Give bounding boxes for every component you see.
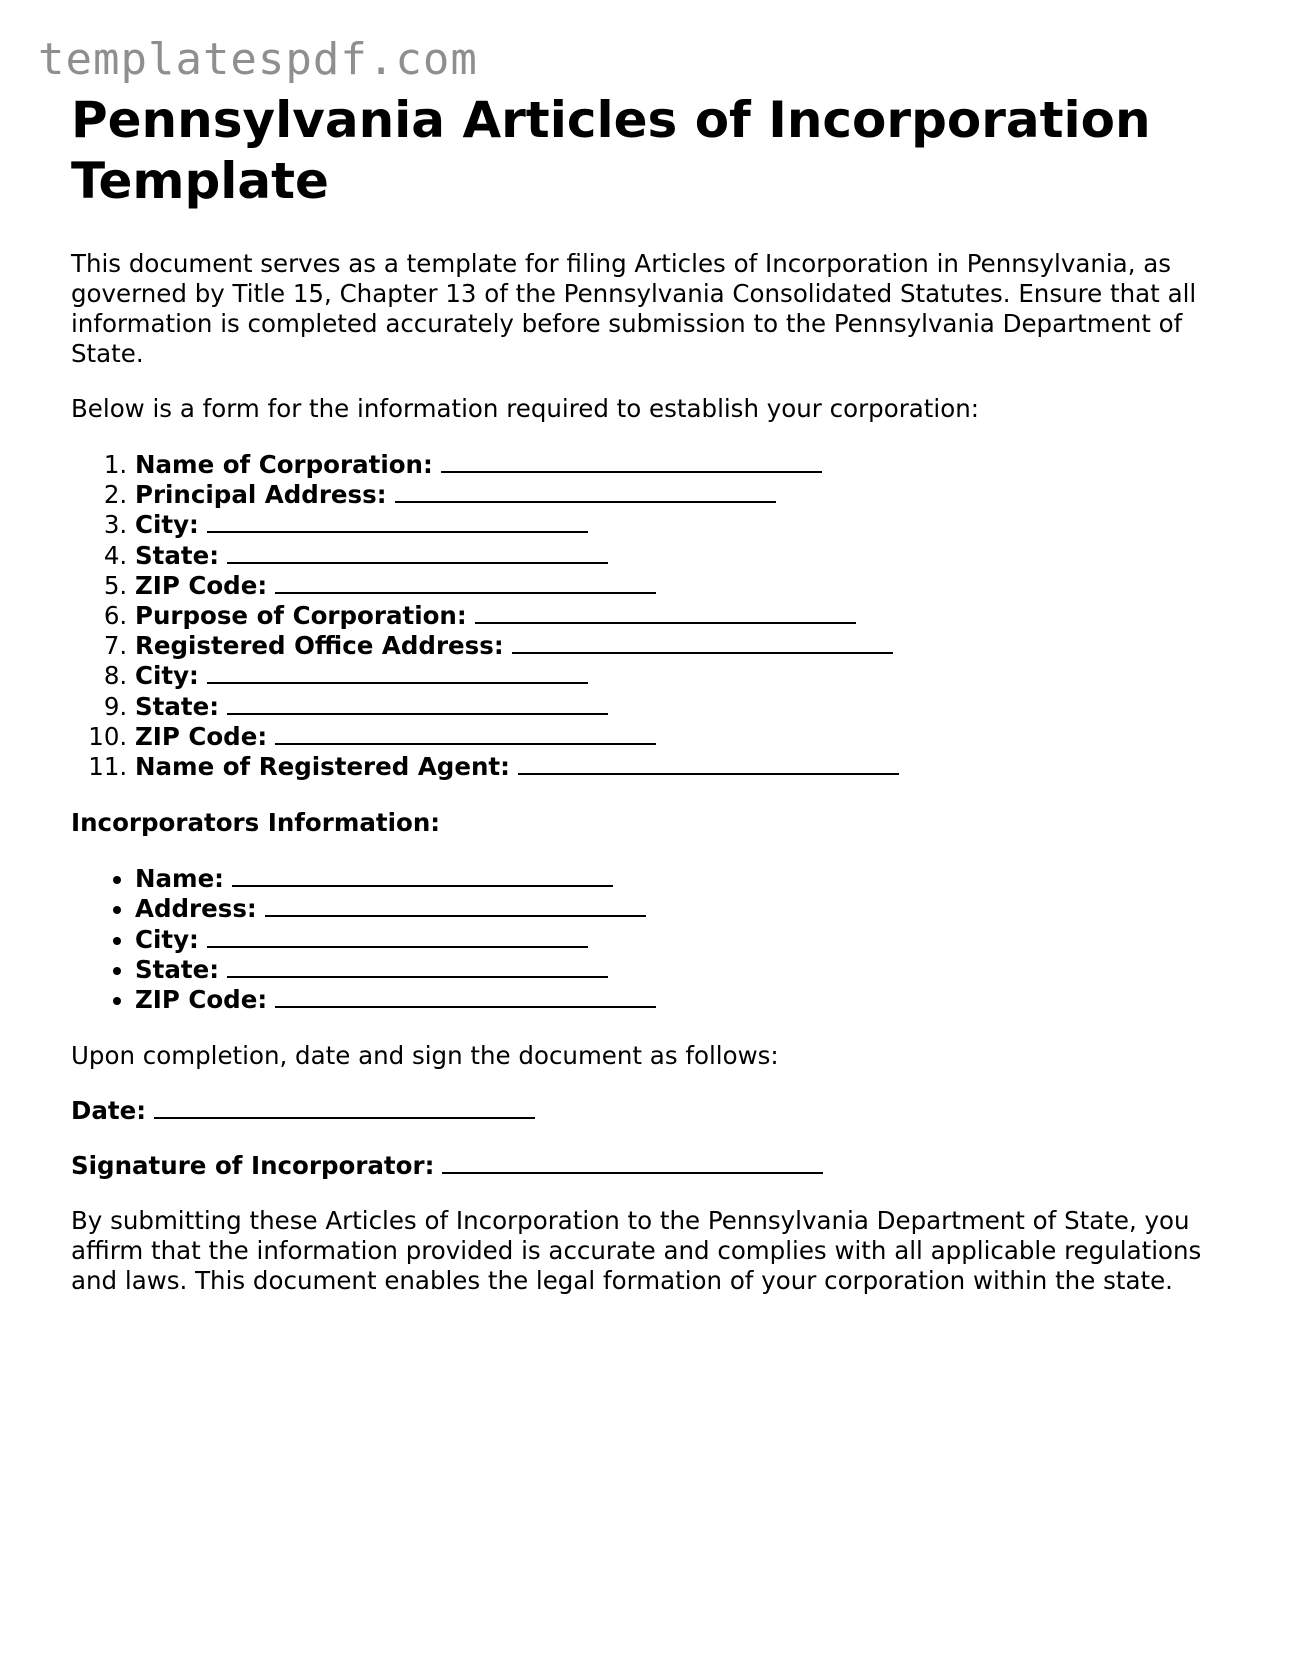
- registered-zip-code-blank[interactable]: [275, 723, 656, 745]
- field-label: City:: [135, 661, 199, 691]
- state-blank[interactable]: [227, 542, 608, 564]
- closing-paragraph: By submitting these Articles of Incorporation to the Pennsylvania Department of State, you affirm that the information provided is accurate and complies with all applicable regulations and laws. This document enables the legal formation of your corporation within the state.: [71, 1206, 1202, 1296]
- field-label: City:: [135, 924, 199, 954]
- field-label: Name:: [135, 864, 224, 894]
- incorporator-state-blank[interactable]: [227, 956, 608, 978]
- date-label: Date:: [71, 1096, 146, 1126]
- form-field: [135, 925, 1231, 955]
- form-lead-text: Below is a form for the information required to establish your corporation:: [71, 394, 979, 423]
- page-title: Pennsylvania Articles of Incorporation Template: [71, 91, 1151, 210]
- incorporator-zip-code-blank[interactable]: [275, 986, 656, 1008]
- field-label: Name of Corporation:: [135, 450, 433, 479]
- registered-state-blank[interactable]: [227, 693, 608, 715]
- field-label: Address:: [135, 894, 257, 924]
- form-field: [135, 480, 1231, 510]
- field-label: Registered Office Address:: [135, 631, 504, 661]
- signature-line: [71, 1151, 1231, 1181]
- purpose-blank[interactable]: [475, 602, 856, 624]
- form-field: [135, 541, 1231, 571]
- field-label: City:: [135, 510, 199, 540]
- form-field: [135, 510, 1231, 540]
- form-field: [135, 955, 1231, 985]
- date-line: [71, 1096, 1231, 1126]
- city-blank[interactable]: [207, 511, 588, 533]
- form-field: [135, 571, 1231, 601]
- form-field: [135, 692, 1231, 722]
- field-label: Purpose of Corporation:: [135, 601, 467, 631]
- form-field: [135, 661, 1231, 691]
- zip-code-blank[interactable]: [275, 572, 656, 594]
- signature-label: Signature of Incorporator:: [71, 1151, 435, 1181]
- form-field: [135, 601, 1231, 631]
- form-field: [135, 752, 1231, 782]
- incorporators-heading: Incorporators Information:: [71, 808, 441, 838]
- completion-instructions: Upon completion, date and sign the document as follows:: [71, 1041, 779, 1071]
- registered-city-blank[interactable]: [207, 662, 588, 684]
- registered-office-address-blank[interactable]: [512, 632, 893, 654]
- incorporator-address-blank[interactable]: [265, 895, 646, 917]
- field-label: ZIP Code:: [135, 721, 268, 751]
- principal-address-blank[interactable]: [395, 481, 776, 503]
- form-field: [135, 722, 1231, 752]
- field-label: Principal Address:: [135, 480, 387, 510]
- intro-paragraph: This document serves as a template for filing Articles of Incorporation in Pennsylvania, as governed by Title 15, Chapter 13 of the Pennsylvania Consolidated Statutes. Ensure that all information is completed accurately before submission to the Pennsylvania Department of State.: [71, 249, 1197, 368]
- incorporators-fields-list: [71, 864, 1231, 1015]
- field-label: State:: [135, 954, 220, 984]
- corporation-fields-list: [71, 450, 1231, 782]
- field-label: State:: [135, 691, 220, 721]
- form-field: [135, 894, 1231, 924]
- form-field: [135, 864, 1231, 894]
- form-field: [135, 631, 1231, 661]
- form-field: [135, 450, 1231, 480]
- name-of-corporation-blank[interactable]: [441, 451, 822, 473]
- field-label: ZIP Code:: [135, 985, 268, 1015]
- form-field: [135, 985, 1231, 1015]
- signature-blank[interactable]: [442, 1152, 823, 1174]
- document-body: [71, 90, 1231, 1296]
- field-label: State:: [135, 540, 220, 570]
- date-blank[interactable]: [154, 1097, 535, 1119]
- watermark: templatespdf.com: [38, 34, 478, 85]
- registered-agent-blank[interactable]: [518, 753, 899, 775]
- incorporator-city-blank[interactable]: [207, 926, 588, 948]
- incorporator-name-blank[interactable]: [232, 865, 613, 887]
- field-label: ZIP Code:: [135, 570, 268, 600]
- field-label: Name of Registered Agent:: [135, 752, 510, 782]
